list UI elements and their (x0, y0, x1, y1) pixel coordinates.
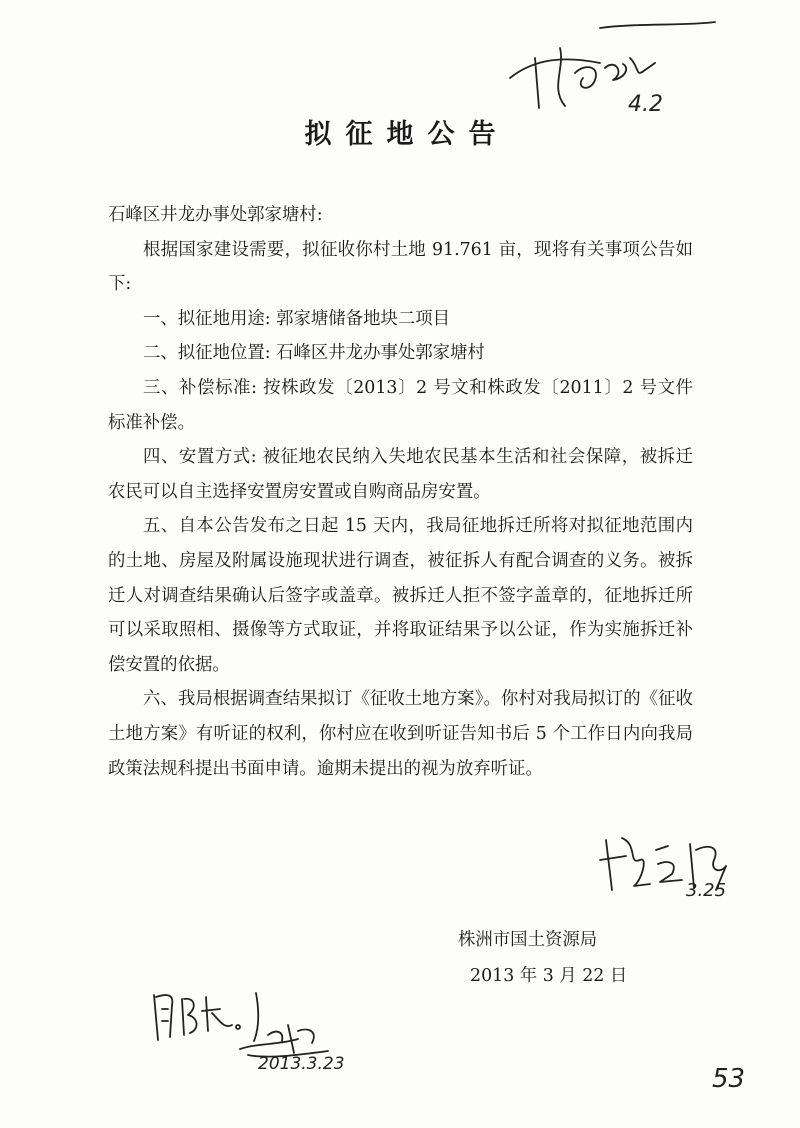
issuer-block (440, 922, 680, 994)
issuer-name: 株洲市国土资源局 (458, 930, 598, 950)
paragraph-intro: 根据国家建设需要，拟征收你村土地 91.761 亩，现将有关事项公告如下: (108, 239, 693, 295)
handwritten-note-right: 3.25 (686, 880, 727, 901)
paragraph-survey: 五、自本公告发布之日起 15 天内，我局征地拆迁所将对拟征地范围内的土地、房屋及附属设施现状进行调查，被征拆人有配合调查的义务。被拆迁人对调查结果确认后签字或盖章。被拆迁人拒不签字盖章的，征地拆迁所可以采取照相、摄像等方式取证，并将取证结果予以公证，作为实施拆迁补偿安置的依据。 (108, 516, 693, 675)
paragraph-location: 二、拟征地位置: 石峰区井龙办事处郭家塘村 (143, 343, 485, 364)
paragraph-purpose: 一、拟征地用途: 郭家塘储备地块二项目 (143, 308, 451, 329)
handwritten-note-top-right: 4.2 (628, 92, 663, 117)
document-title: 拟征地公告 (304, 119, 510, 150)
paragraph-hearing: 六、我局根据调查结果拟订《征收土地方案》。你村对我局拟订的《征收土地方案》有听证的权利，你村应在收到听证告知书后 5 个工作日内向我局政策法规科提出书面申请。逾期未提出的视为放弃听证。 (108, 689, 693, 779)
document-body (108, 198, 693, 786)
paragraph-resettlement: 四、安置方式: 被征地农民纳入失地农民基本生活和社会保障，被拆迁农民可以自主选择安置房安置或自购商品房安置。 (108, 447, 693, 502)
page-number: 53 (712, 1064, 746, 1094)
paragraph-compensation: 三、补偿标准: 按株政发〔2013〕2 号文和株政发〔2011〕2 号文件标准补偿。 (108, 377, 693, 433)
handwritten-date-bottom-left: 2013.3.23 (258, 1054, 345, 1074)
addressee: 石峰区井龙办事处郭家塘村: (108, 205, 323, 225)
issue-date: 2013 年 3 月 22 日 (470, 966, 628, 986)
